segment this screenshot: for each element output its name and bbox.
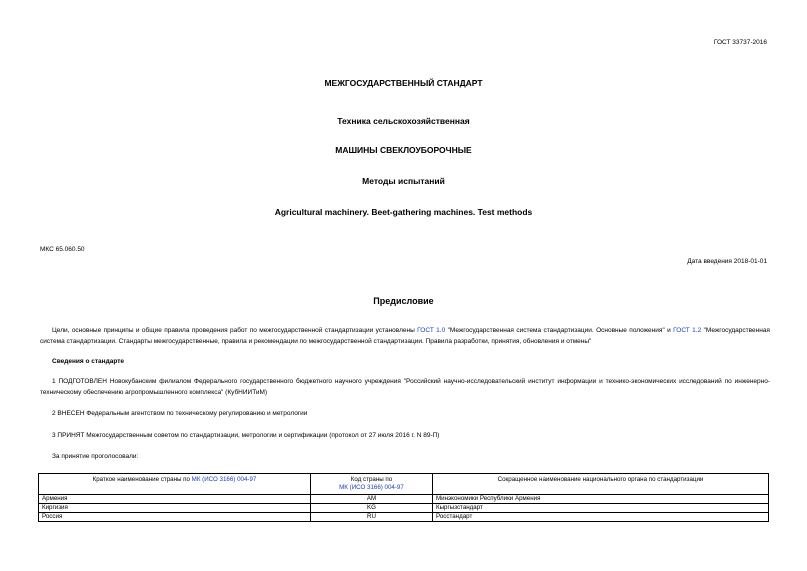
table-row <box>39 513 769 522</box>
standard-english-title: Agricultural machinery. Beet-gathering machines. Test methods <box>274 207 533 217</box>
table-row <box>39 504 769 513</box>
item-prepared: 1 ПОДГОТОВЛЕН Новокубанским филиалом Федерального государственного бюджетного научного учреждения "Российский научно-исследовательский институт информации и технико-экономических исследований по инженерно-техническому обеспечению агропромышленного комплекса" (КубНИИТиМ) <box>40 378 770 396</box>
item-adopted: 3 ПРИНЯТ Межгосударственным советом по стандартизации, метрологии и сертификации (протокол от 27 июля 2016 г. N 89-П) <box>52 432 440 439</box>
mk-iso-link-code[interactable]: МК (ИСО 3166) 004-97 <box>339 484 404 491</box>
standard-type-heading: МЕЖГОСУДАРСТВЕННЫЙ СТАНДАРТ <box>324 78 483 88</box>
paragraph-text-end: "Межгосударственная система стандартизации. Стандарты межгосударственные, правила и рекомендации по межгосударственной стандартизации. Правила разработки, принятия, обновления и отмены" <box>40 327 770 345</box>
paragraph-text-middle: "Межгосударственная система стандартизации. Основные положения" и <box>445 327 674 334</box>
cell-country: Россия <box>39 513 311 522</box>
paragraph-text-start: Цели, основные принципы и общие правила проведения работ по межгосударственной стандартизации установлены <box>52 327 418 334</box>
voted-label: За принятие проголосовали: <box>52 453 139 460</box>
header-country-name <box>39 474 311 495</box>
mk-iso-link-country[interactable]: МК (ИСО 3166) 004-97 <box>191 476 257 483</box>
introduction-date: Дата введения 2018-01-01 <box>687 258 767 265</box>
header-code-text: Код страны по <box>350 476 393 483</box>
mks-code: МКС 65.060.50 <box>40 246 85 253</box>
cell-country: Киргизия <box>39 504 311 513</box>
cell-body: Минэкономики Республики Армения <box>433 495 769 504</box>
header-standards-body: Сокращенное наименование национального органа по стандартизации <box>433 474 769 495</box>
table-row <box>39 495 769 504</box>
document-code: ГОСТ 33737-2016 <box>713 39 767 46</box>
standard-title: МАШИНЫ СВЕКЛОУБОРОЧНЫЕ <box>335 145 472 155</box>
item-submitted: 2 ВНЕСЕН Федеральным агентством по техническому регулированию и метрологии <box>52 410 308 417</box>
standard-methods-title: Методы испытаний <box>362 176 445 186</box>
foreword-paragraph <box>40 326 770 347</box>
cell-body: Росстандарт <box>433 513 769 522</box>
header-country-code <box>311 474 433 495</box>
standard-subtitle: Техника сельскохозяйственная <box>337 116 470 126</box>
standard-info-heading: Сведения о стандарте <box>52 358 125 365</box>
gost-1-0-link[interactable]: ГОСТ 1.0 <box>417 327 446 334</box>
cell-code: KG <box>311 504 433 513</box>
cell-code: AM <box>311 495 433 504</box>
voting-countries-table <box>38 473 769 522</box>
cell-country: Армения <box>39 495 311 504</box>
cell-code: RU <box>311 513 433 522</box>
gost-1-2-link[interactable]: ГОСТ 1.2 <box>673 327 702 334</box>
cell-body: Кыргызстандарт <box>433 504 769 513</box>
table-header-row <box>39 474 769 495</box>
foreword-heading: Предисловие <box>373 296 434 306</box>
header-country-text: Краткое наименование страны по <box>92 476 192 483</box>
